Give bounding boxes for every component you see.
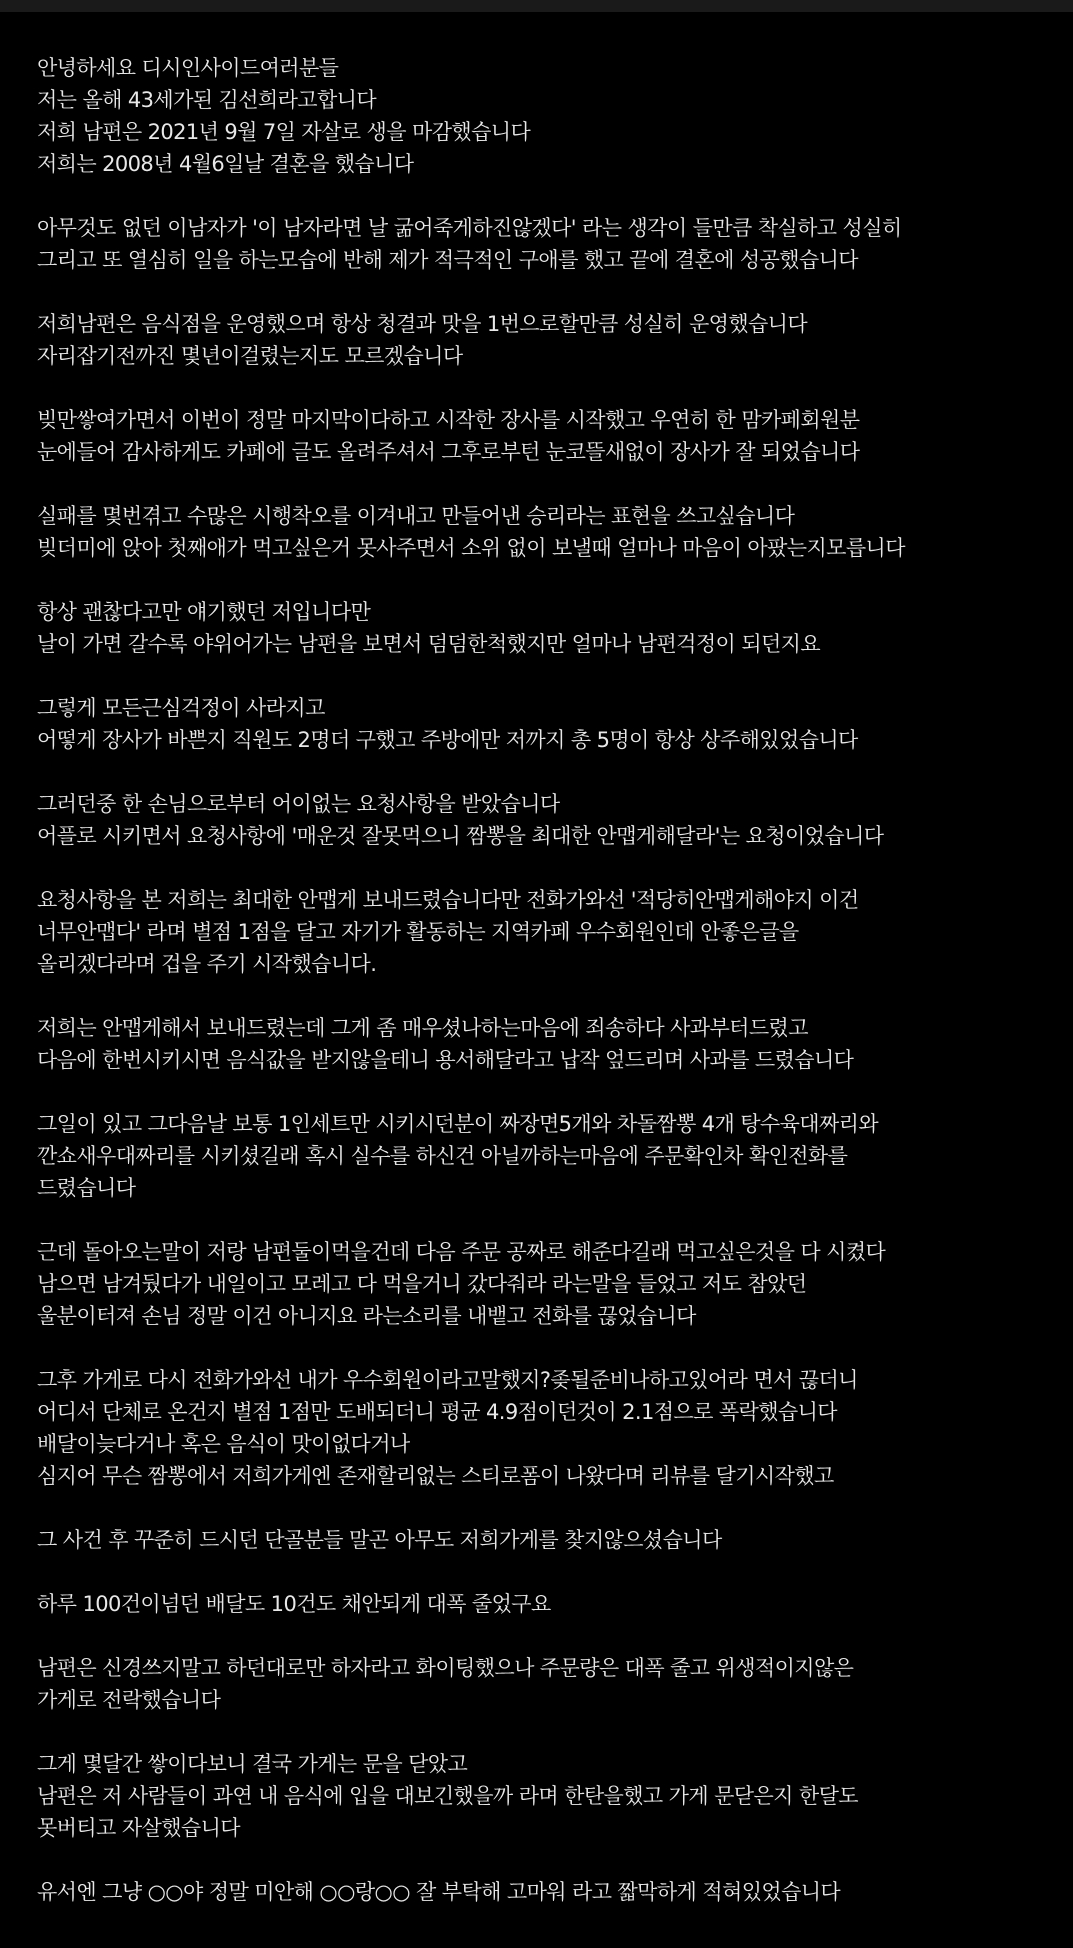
text-line: 요청사항을 본 저희는 최대한 안맵게 보내드렸습니다만 전화가와선 '적당히안맵게해야지 이건	[37, 888, 859, 912]
text-line: 그게 몇달간 쌓이다보니 결국 가게는 문을 닫았고	[37, 1752, 468, 1776]
text-line: 자리잡기전까진 몇년이걸렸는지도 모르겠습니다	[37, 344, 463, 368]
paragraph	[37, 1364, 1067, 1492]
text-line: 어플로 시키면서 요청사항에 '매운것 잘못먹으니 짬뽕을 최대한 안맵게해달라'는 요청이었습니다	[37, 824, 884, 848]
text-line: 아무것도 없던 이남자가 '이 남자라면 날 굶어죽게하진않겠다' 라는 생각이 들만큼 착실하고 성실히	[37, 216, 902, 240]
text-line: 남으면 남겨뒀다가 내일이고 모레고 다 먹을거니 갔다줘라 라는말을 들었고 저도 참았던	[37, 1272, 807, 1296]
text-line: 남편은 신경쓰지말고 하던대로만 하자라고 화이팅했으나 주문량은 대폭 줄고 위생적이지않은	[37, 1656, 854, 1680]
text-line: 그일이 있고 그다음날 보통 1인세트만 시키시던분이 짜장면5개와 차돌짬뽕 4개 탕수육대짜리와	[37, 1112, 879, 1136]
text-line: 그러던중 한 손님으로부터 어이없는 요청사항을 받았습니다	[37, 792, 560, 816]
paragraph	[37, 1108, 1067, 1204]
text-line: 남편은 저 사람들이 과연 내 음식에 입을 대보긴했을까 라며 한탄을했고 가게 문닫은지 한달도	[37, 1784, 858, 1808]
text-line: 심지어 무슨 짬뽕에서 저희가게엔 존재할리없는 스티로폼이 나왔다며 리뷰를 달기시작했고	[37, 1464, 834, 1488]
text-line: 가게로 전락했습니다	[37, 1688, 221, 1712]
text-line: 어디서 단체로 온건지 별점 1점만 도배되더니 평균 4.9점이던것이 2.1점으로 폭락했습니다	[37, 1400, 837, 1424]
text-line: 날이 가면 갈수록 야위어가는 남편을 보면서 덤덤한척했지만 얼마나 남편걱정이 되던지요	[37, 632, 821, 656]
paragraph	[37, 1652, 1067, 1716]
text-line: 저는 올해 43세가된 김선희라고합니다	[37, 88, 377, 112]
text-line: 빚만쌓여가면서 이번이 정말 마지막이다하고 시작한 장사를 시작했고 우연히 한 맘카페회원분	[37, 408, 860, 432]
text-line: 배달이늦다거나 혹은 음식이 맛이없다거나	[37, 1432, 410, 1456]
text-line: 못버티고 자살했습니다	[37, 1816, 240, 1840]
paragraph	[37, 1588, 1067, 1620]
top-bar	[0, 0, 1073, 12]
text-line: 다음에 한번시키시면 음식값을 받지않을테니 용서해달라고 납작 엎드리며 사과를 드렸습니다	[37, 1048, 854, 1072]
text-line: 저희는 안맵게해서 보내드렸는데 그게 좀 매우셨나하는마음에 죄송하다 사과부터드렸고	[37, 1016, 808, 1040]
text-line: 드렸습니다	[37, 1176, 136, 1200]
paragraph	[37, 500, 1067, 564]
text-line: 그 사건 후 꾸준히 드시던 단골분들 말곤 아무도 저희가게를 찾지않으셨습니다	[37, 1528, 722, 1552]
text-line: 실패를 몇번겪고 수많은 시행착오를 이겨내고 만들어낸 승리라는 표현을 쓰고싶습니다	[37, 504, 795, 528]
text-line: 그후 가게로 다시 전화가와선 내가 우수회원이라고말했지?좆될준비나하고있어라 면서 끊더니	[37, 1368, 858, 1392]
text-line: 저희 남편은 2021년 9월 7일 자살로 생을 마감했습니다	[37, 120, 531, 144]
text-line: 울분이터져 손님 정말 이건 아니지요 라는소리를 내뱉고 전화를 끊었습니다	[37, 1304, 696, 1328]
text-line: 올리겠다라며 겁을 주기 시작했습니다.	[37, 952, 377, 976]
paragraph	[37, 1236, 1067, 1332]
text-line: 근데 돌아오는말이 저랑 남편둘이먹을건데 다음 주문 공짜로 해준다길래 먹고싶은것을 다 시켰다	[37, 1240, 886, 1264]
paragraph	[37, 692, 1067, 756]
text-line: 하루 100건이넘던 배달도 10건도 채안되게 대폭 줄었구요	[37, 1592, 551, 1616]
text-line: 안녕하세요 디시인사이드여러분들	[37, 56, 339, 80]
text-line: 항상 괜찮다고만 얘기했던 저입니다만	[37, 600, 371, 624]
paragraph	[37, 404, 1067, 468]
paragraph	[37, 788, 1067, 852]
text-line: 깐쇼새우대짜리를 시키셨길래 혹시 실수를 하신건 아닐까하는마음에 주문확인차 확인전화를	[37, 1144, 848, 1168]
paragraph	[37, 212, 1067, 276]
text-line: 그리고 또 열심히 일을 하는모습에 반해 제가 적극적인 구애를 했고 끝에 결혼에 성공했습니다	[37, 248, 858, 272]
post-body	[37, 52, 1067, 1940]
text-line: 빚더미에 앉아 첫째애가 먹고싶은거 못사주면서 소위 없이 보낼때 얼마나 마음이 아팠는지모릅니다	[37, 536, 905, 560]
text-line: 유서엔 그냥 ○○야 정말 미안해 ○○랑○○ 잘 부탁해 고마워 라고 짧막하게 적혀있었습니다	[37, 1880, 841, 1904]
text-line: 너무안맵다' 라며 별점 1점을 달고 자기가 활동하는 지역카페 우수회원인데 안좋은글을	[37, 920, 799, 944]
paragraph	[37, 1524, 1067, 1556]
paragraph	[37, 596, 1067, 660]
text-line: 저희남편은 음식점을 운영했으며 항상 청결과 맛을 1번으로할만큼 성실히 운영했습니다	[37, 312, 808, 336]
text-line: 그렇게 모든근심걱정이 사라지고	[37, 696, 325, 720]
paragraph	[37, 1748, 1067, 1844]
paragraph	[37, 884, 1067, 980]
paragraph	[37, 1876, 1067, 1908]
text-line: 어떻게 장사가 바쁜지 직원도 2명더 구했고 주방에만 저까지 총 5명이 항상 상주해있었습니다	[37, 728, 858, 752]
paragraph	[37, 52, 1067, 180]
paragraph	[37, 1012, 1067, 1076]
paragraph	[37, 308, 1067, 372]
text-line: 저희는 2008년 4월6일날 결혼을 했습니다	[37, 152, 414, 176]
text-line: 눈에들어 감사하게도 카페에 글도 올려주셔서 그후로부턴 눈코뜰새없이 장사가 잘 되었습니다	[37, 440, 860, 464]
